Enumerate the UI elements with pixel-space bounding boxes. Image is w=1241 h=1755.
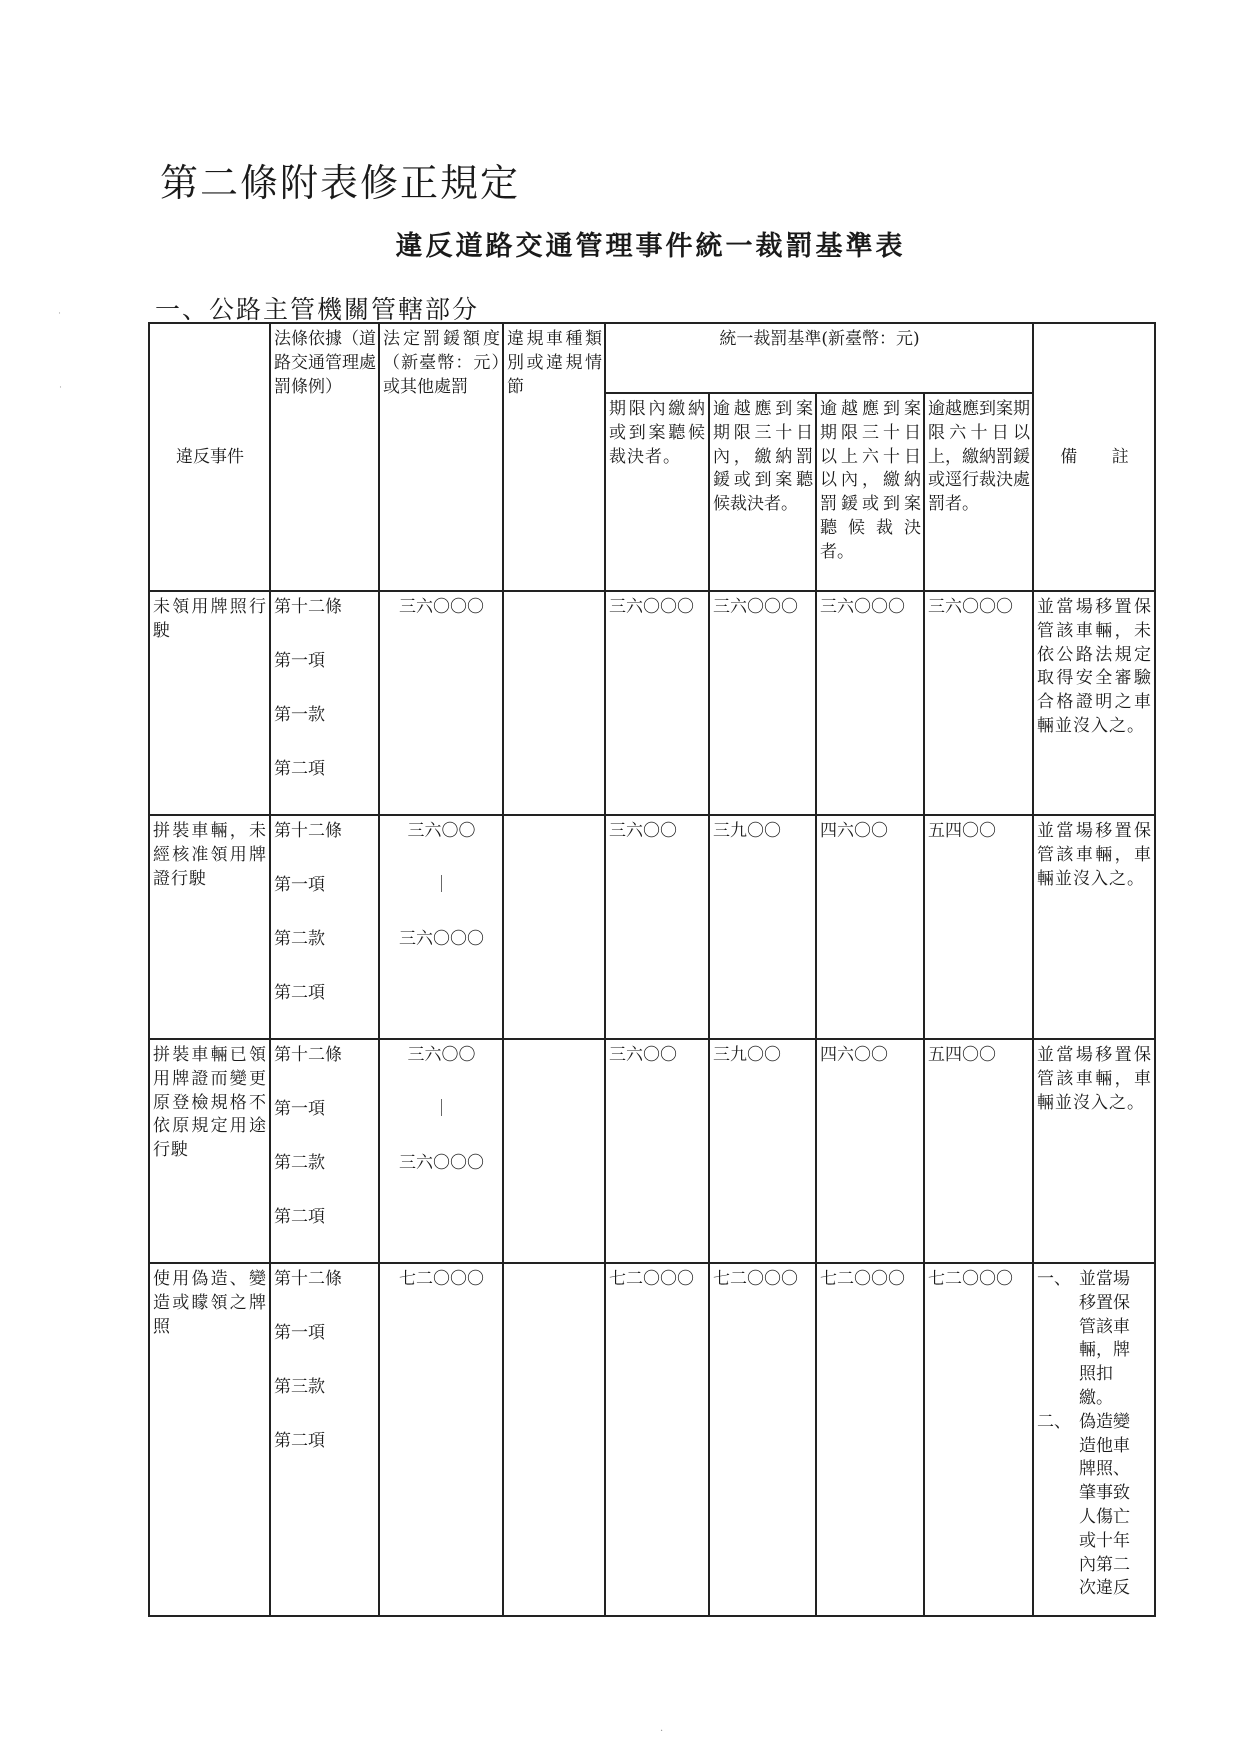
table-row (149, 591, 1155, 815)
table-row (149, 1263, 1155, 1616)
remark-item: 一、 並當場移置保管該車輛，牌照扣繳。 (1037, 1269, 1131, 1408)
cell-violation: 未領用牌照行駛 (149, 591, 270, 815)
cell-tier-4: 五四〇〇 (924, 1039, 1033, 1263)
cell-tier-1: 三六〇〇〇 (605, 591, 709, 815)
cell-tier-3: 三六〇〇〇 (816, 591, 924, 815)
table-row (149, 1039, 1155, 1263)
penalty-standards-table (148, 322, 1156, 1617)
section-heading: 一、公路主管機關管轄部分 (155, 295, 480, 324)
cell-statutory-fine: 三六〇〇 ｜ 三六〇〇〇 (379, 815, 503, 1039)
cell-vehicle-type (503, 1263, 605, 1616)
document-heading: 第二條附表修正規定 (160, 161, 521, 205)
scan-speck: · (660, 1726, 664, 1737)
cell-violation: 使用偽造、變造或矇領之牌照 (149, 1263, 270, 1616)
cell-tier-2: 七二〇〇〇 (709, 1263, 816, 1616)
remark-item: 二、 偽造變造他車牌照、肇事致人傷亡或十年內第二次違反 (1037, 1411, 1131, 1599)
header-tier-1: 期限內繳納或到案聽候裁決者。 (605, 393, 709, 591)
cell-legal-basis: 第十二條 第一項 第二款 第二項 (270, 815, 379, 1039)
table-header-row (149, 323, 1155, 393)
cell-statutory-fine: 七二〇〇〇 (379, 1263, 503, 1616)
header-tier-2: 逾越應到案期限三十日內，繳納罰鍰或到案聽候裁決者。 (709, 393, 816, 591)
header-standard-group: 統一裁罰基準(新臺幣：元) (605, 323, 1033, 393)
cell-tier-3: 四六〇〇 (816, 1039, 924, 1263)
cell-legal-basis: 第十二條 第一項 第二款 第二項 (270, 1039, 379, 1263)
scan-speck: ˙ (58, 386, 63, 397)
cell-remarks: 並當場移置保管該車輛，未依公路法規定取得安全審驗合格證明之車輛並沒入之。 (1033, 591, 1155, 815)
header-legal-basis: 法條依據（道路交通管理處罰條例） (270, 323, 379, 591)
scan-speck: ˙ (57, 312, 62, 323)
cell-statutory-fine: 三六〇〇 ｜ 三六〇〇〇 (379, 1039, 503, 1263)
header-violation: 違反事件 (149, 323, 270, 591)
cell-tier-4: 三六〇〇〇 (924, 591, 1033, 815)
header-tier-3: 逾越應到案期限三十日以上六十日以內，繳納罰鍰或到案聽候裁決者。 (816, 393, 924, 591)
table-row (149, 815, 1155, 1039)
cell-vehicle-type (503, 815, 605, 1039)
header-remarks: 備 註 (1033, 323, 1155, 591)
cell-violation: 拼裝車輛已領用牌證而變更原登檢規格不依原規定用途行駛 (149, 1039, 270, 1263)
header-statutory-fine: 法定罰鍰額度（新臺幣：元）或其他處罰 (379, 323, 503, 591)
cell-vehicle-type (503, 1039, 605, 1263)
cell-statutory-fine: 三六〇〇〇 (379, 591, 503, 815)
cell-tier-2: 三六〇〇〇 (709, 591, 816, 815)
cell-tier-2: 三九〇〇 (709, 815, 816, 1039)
cell-tier-1: 三六〇〇 (605, 815, 709, 1039)
header-vehicle-type: 違規車種類別或違規情節 (503, 323, 605, 591)
cell-tier-3: 四六〇〇 (816, 815, 924, 1039)
cell-violation: 拼裝車輛，未經核准領用牌證行駛 (149, 815, 270, 1039)
cell-remarks: 並當場移置保管該車輛，車輛並沒入之。 (1033, 1039, 1155, 1263)
cell-tier-1: 三六〇〇 (605, 1039, 709, 1263)
cell-tier-1: 七二〇〇〇 (605, 1263, 709, 1616)
header-tier-4: 逾越應到案期限六十日以上，繳納罰鍰或逕行裁決處罰者。 (924, 393, 1033, 591)
cell-remarks: 並當場移置保管該車輛，車輛並沒入之。 (1033, 815, 1155, 1039)
cell-remarks (1033, 1263, 1155, 1616)
document-title: 違反道路交通管理事件統一裁罰基準表 (395, 231, 906, 262)
cell-legal-basis: 第十二條 第一項 第一款 第二項 (270, 591, 379, 815)
cell-legal-basis: 第十二條 第一項 第三款 第二項 (270, 1263, 379, 1616)
cell-tier-4: 五四〇〇 (924, 815, 1033, 1039)
cell-tier-3: 七二〇〇〇 (816, 1263, 924, 1616)
cell-tier-2: 三九〇〇 (709, 1039, 816, 1263)
cell-tier-4: 七二〇〇〇 (924, 1263, 1033, 1616)
cell-vehicle-type (503, 591, 605, 815)
